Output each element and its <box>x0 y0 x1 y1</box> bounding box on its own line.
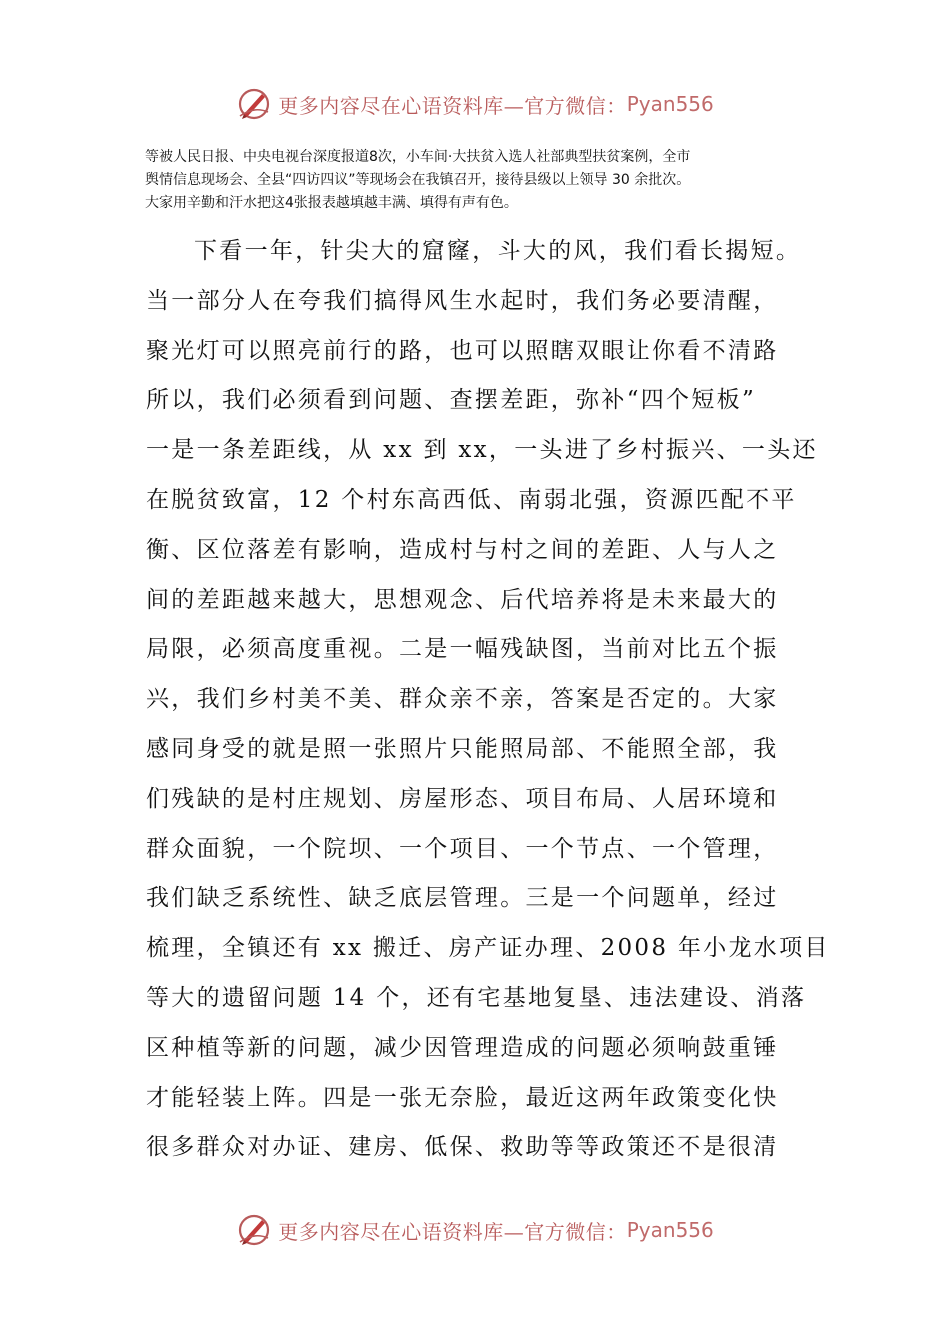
footer-banner <box>0 1210 950 1250</box>
intro-line: 大家用辛勤和汗水把这4张报表越填越丰满、填得有声有色。 <box>145 195 518 211</box>
body-line: 等大的遗留问题 14 个，还有宅基地复垦、违法建设、消落 <box>146 984 807 1011</box>
body-line: 很多群众对办证、建房、低保、救助等等政策还不是很清 <box>146 1134 779 1161</box>
body-line: 梳理，全镇还有 xx 搬迁、房产证办理、2008 年小龙水项目 <box>146 935 830 962</box>
body-line: 局限，必须高度重视。二是一幅残缺图，当前对比五个振 <box>146 636 779 663</box>
header-banner <box>0 84 950 124</box>
body-line: 下看一年，针尖大的窟窿，斗大的风，我们看长揭短。 <box>194 238 802 264</box>
banner-wechat-id: Pyan556 <box>626 92 714 116</box>
intro-paragraph <box>145 146 810 215</box>
body-line: 一是一条差距线，从 xx 到 xx，一头进了乡村振兴、一头还 <box>146 437 818 464</box>
banner-text: 更多内容尽在心语资料库—官方微信： <box>278 93 627 118</box>
banner-wechat-id: Pyan556 <box>626 1218 714 1242</box>
intro-line: 舆情信息现场会、全县“四访四议”等现场会在我镇召开，接待县级以上领导 30 余批次。 <box>145 172 691 188</box>
pen-logo-icon <box>236 86 272 122</box>
body-line: 兴，我们乡村美不美、群众亲不亲，答案是否定的。大家 <box>146 686 779 713</box>
body-line: 衡、区位落差有影响，造成村与村之间的差距、人与人之 <box>146 536 779 563</box>
body-line: 在脱贫致富，12 个村东高西低、南弱北强，资源匹配不平 <box>146 486 797 513</box>
body-line: 群众面貌，一个院坝、一个项目、一个节点、一个管理， <box>146 835 779 862</box>
body-line: 当一部分人在夸我们搞得风生水起时，我们务必要清醒， <box>146 287 779 314</box>
pen-logo-icon <box>236 1212 272 1248</box>
intro-line: 等被人民日报、中央电视台深度报道8次，小车间·大扶贫入选人社部典型扶贫案例，全市 <box>145 149 691 165</box>
body-line: 间的差距越来越大，思想观念、后代培养将是未来最大的 <box>146 586 779 613</box>
body-line: 所以，我们必须看到问题、查摆差距，弥补“四个短板” <box>146 387 757 414</box>
body-paragraph <box>146 227 830 1173</box>
body-line: 我们缺乏系统性、缺乏底层管理。三是一个问题单，经过 <box>146 885 779 912</box>
body-line: 才能轻装上阵。四是一张无奈脸，最近这两年政策变化快 <box>146 1084 779 1111</box>
body-line: 感同身受的就是照一张照片只能照局部、不能照全部，我 <box>146 735 779 762</box>
body-line: 们残缺的是村庄规划、房屋形态、项目布局、人居环境和 <box>146 785 779 812</box>
body-line: 聚光灯可以照亮前行的路，也可以照瞎双眼让你看不清路 <box>146 337 779 364</box>
body-line: 区种植等新的问题，减少因管理造成的问题必须响鼓重锤 <box>146 1034 779 1061</box>
banner-text: 更多内容尽在心语资料库—官方微信： <box>278 1219 627 1244</box>
